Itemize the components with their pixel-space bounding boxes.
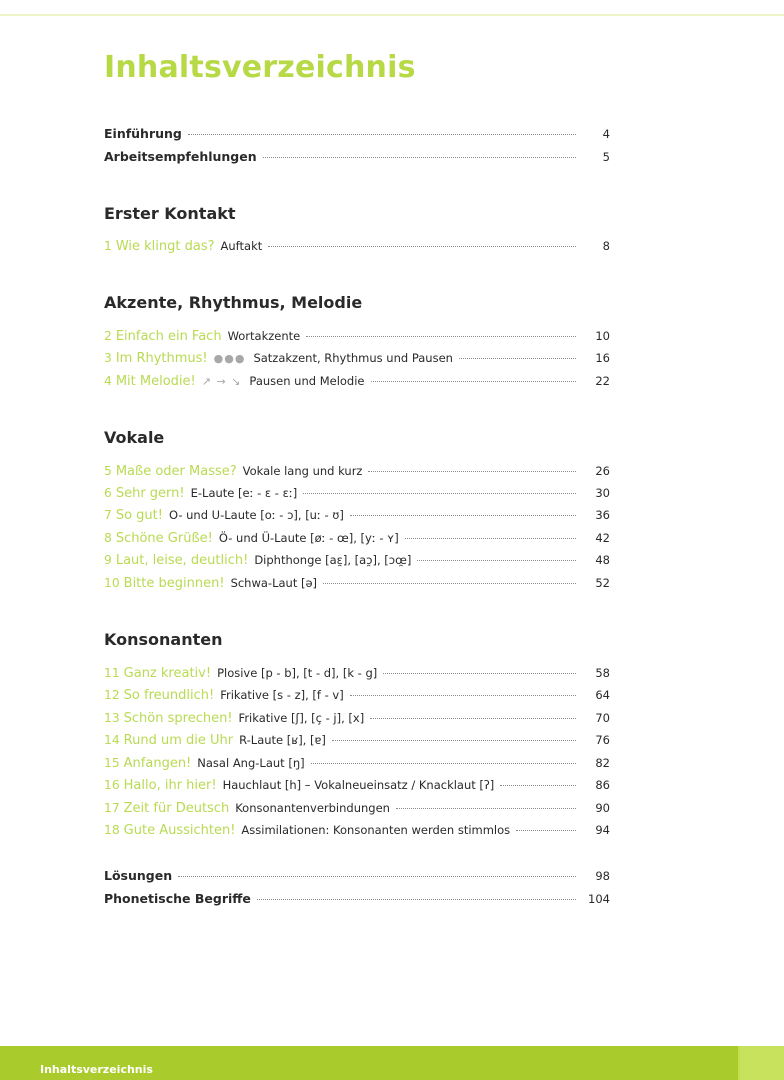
leader-dots [417,560,576,561]
page-number: 36 [595,508,610,522]
chapter-title: Laut, leise, deutlich! [115,553,249,568]
section-heading-akzente: Akzente, Rhythmus, Melodie [104,293,363,312]
section-heading-konsonanten: Konsonanten [104,630,223,649]
chapter-number: 3 [104,351,112,365]
page-number: 94 [595,823,610,837]
chapter-topic: Diphthonge [aɛ̯], [aɔ̯], [ɔœ̯] [254,553,412,567]
page-number: 70 [595,711,610,725]
rhythm-dots-icon: ●●● [213,352,246,365]
toc-entry[interactable] [104,329,610,349]
leader-dots [500,785,576,786]
chapter-topic: Wortakzente [227,329,301,343]
page-number: 26 [595,464,610,478]
chapter-number: 17 [104,801,120,815]
leader-dots [350,695,576,696]
section-heading-erster-kontakt: Erster Kontakt [104,204,236,223]
leader-dots [516,830,576,831]
page-number: 30 [595,486,610,500]
toc-entry[interactable] [104,666,610,686]
page-number: 64 [595,688,610,702]
chapter-number: 9 [104,553,112,567]
toc-entry[interactable] [104,374,610,394]
page-number: 42 [595,531,610,545]
leader-dots [188,134,576,135]
page-number: 16 [595,351,610,365]
chapter-number: 4 [104,374,112,388]
chapter-title: Anfangen! [123,756,192,771]
page-number: 76 [595,733,610,747]
page-number: 10 [595,329,610,343]
entry-label: Lösungen [104,868,173,883]
toc-entry[interactable] [104,688,610,708]
chapter-number: 10 [104,576,120,590]
chapter-title: Hallo, ihr hier! [123,778,217,793]
running-footer-title: Inhaltsverzeichnis [40,1063,153,1076]
chapter-number: 2 [104,329,112,343]
chapter-number: 16 [104,778,120,792]
entry-label: Arbeitsempfehlungen [104,149,257,164]
chapter-title: Rund um die Uhr [123,733,234,748]
toc-entry[interactable] [104,711,610,731]
leader-dots [459,358,576,359]
chapter-title: So gut! [115,508,163,523]
entry-label: Einführung [104,126,182,141]
chapter-topic: Nasal Ang-Laut [ŋ] [197,756,305,770]
page-number: 22 [595,374,610,388]
chapter-title: Sehr gern! [115,486,185,501]
chapter-topic: Frikative [ʃ], [ç - j], [x] [238,711,365,725]
toc-entry[interactable] [104,576,610,596]
leader-dots [311,763,576,764]
page-number: 98 [595,869,610,883]
chapter-topic: Plosive [p - b], [t - d], [k - g] [217,666,378,680]
chapter-number: 18 [104,823,120,837]
leader-dots [383,673,576,674]
leader-dots [370,718,576,719]
page-number: 52 [595,576,610,590]
chapter-number: 5 [104,464,112,478]
page-number: 82 [595,756,610,770]
chapter-topic: Pausen und Melodie [249,374,365,388]
page-number: 58 [595,666,610,680]
toc-entry[interactable] [104,464,610,484]
leader-dots [368,471,576,472]
chapter-topic: O- und U-Laute [oː - ɔ], [uː - ʊ] [168,508,344,522]
chapter-topic: Vokale lang und kurz [242,464,363,478]
page-title: Inhaltsverzeichnis [104,50,416,85]
chapter-title: Einfach ein Fach [115,329,222,344]
leader-dots [350,515,576,516]
toc-entry[interactable] [104,778,610,798]
leader-dots [303,493,576,494]
chapter-number: 12 [104,688,120,702]
page-number: 90 [595,801,610,815]
chapter-topic: E-Laute [eː - ɛ - ɛː] [190,486,298,500]
top-rule [0,14,784,16]
chapter-topic: Satzakzent, Rhythmus und Pausen [253,351,453,365]
leader-dots [405,538,576,539]
chapter-title: Wie klingt das? [115,239,215,254]
chapter-number: 11 [104,666,120,680]
toc-entry[interactable] [104,868,610,888]
chapter-title: Im Rhythmus! [115,351,208,366]
toc-entry[interactable] [104,531,610,551]
chapter-title: Maße oder Masse? [115,464,237,479]
chapter-topic: Schwa-Laut [ə] [230,576,318,590]
toc-entry[interactable] [104,508,610,528]
page-number: 86 [595,778,610,792]
footer-band [0,1046,784,1080]
page-number: 8 [602,239,610,253]
chapter-number: 8 [104,531,112,545]
leader-dots [263,157,576,158]
toc-entry[interactable] [104,149,610,169]
section-heading-vokale: Vokale [104,428,165,447]
toc-entry[interactable] [104,126,610,146]
chapter-topic: Ö- und Ü-Laute [øː - œ], [yː - ʏ] [218,531,399,545]
chapter-topic: Auftakt [220,239,263,253]
chapter-title: Schön sprechen! [123,711,233,726]
chapter-topic: Assimilationen: Konsonanten werden stimmlos [241,823,511,837]
chapter-title: Schöne Grüße! [115,531,213,546]
footer-edge [740,1046,784,1080]
entry-label: Phonetische Begriffe [104,891,251,906]
chapter-topic: Frikative [s - z], [f - v] [220,688,344,702]
toc-entry[interactable] [104,351,610,371]
toc-entry[interactable] [104,553,610,573]
chapter-number: 14 [104,733,120,747]
chapter-title: Bitte beginnen! [123,576,225,591]
toc-entry[interactable] [104,801,610,821]
chapter-topic: Konsonantenverbindungen [235,801,390,815]
leader-dots [306,336,576,337]
chapter-number: 7 [104,508,112,522]
melody-arrows-icon: ↗ → ↘ [201,375,242,388]
chapter-topic: Hauchlaut [h] – Vokalneueinsatz / Knacklaut [ʔ] [222,778,495,792]
toc-entry[interactable] [104,733,610,753]
chapter-title: So freundlich! [123,688,215,703]
page-number: 104 [588,892,610,906]
leader-dots [268,246,576,247]
chapter-title: Mit Melodie! [115,374,196,389]
page-number: 48 [595,553,610,567]
chapter-number: 6 [104,486,112,500]
chapter-title: Gute Aussichten! [123,823,236,838]
chapter-title: Ganz kreativ! [123,666,212,681]
toc-entry[interactable] [104,823,610,843]
page-number: 4 [602,127,610,141]
toc-entry[interactable] [104,891,610,911]
leader-dots [371,381,576,382]
toc-entry[interactable] [104,486,610,506]
toc-entry[interactable] [104,756,610,776]
leader-dots [323,583,576,584]
toc-entry[interactable] [104,239,610,259]
leader-dots [396,808,576,809]
chapter-number: 13 [104,711,120,725]
page-number: 5 [602,150,610,164]
leader-dots [178,876,576,877]
chapter-number: 15 [104,756,120,770]
chapter-number: 1 [104,239,112,253]
chapter-topic: R-Laute [ʁ], [ɐ] [239,733,326,747]
chapter-title: Zeit für Deutsch [123,801,230,816]
leader-dots [332,740,576,741]
leader-dots [257,899,576,900]
